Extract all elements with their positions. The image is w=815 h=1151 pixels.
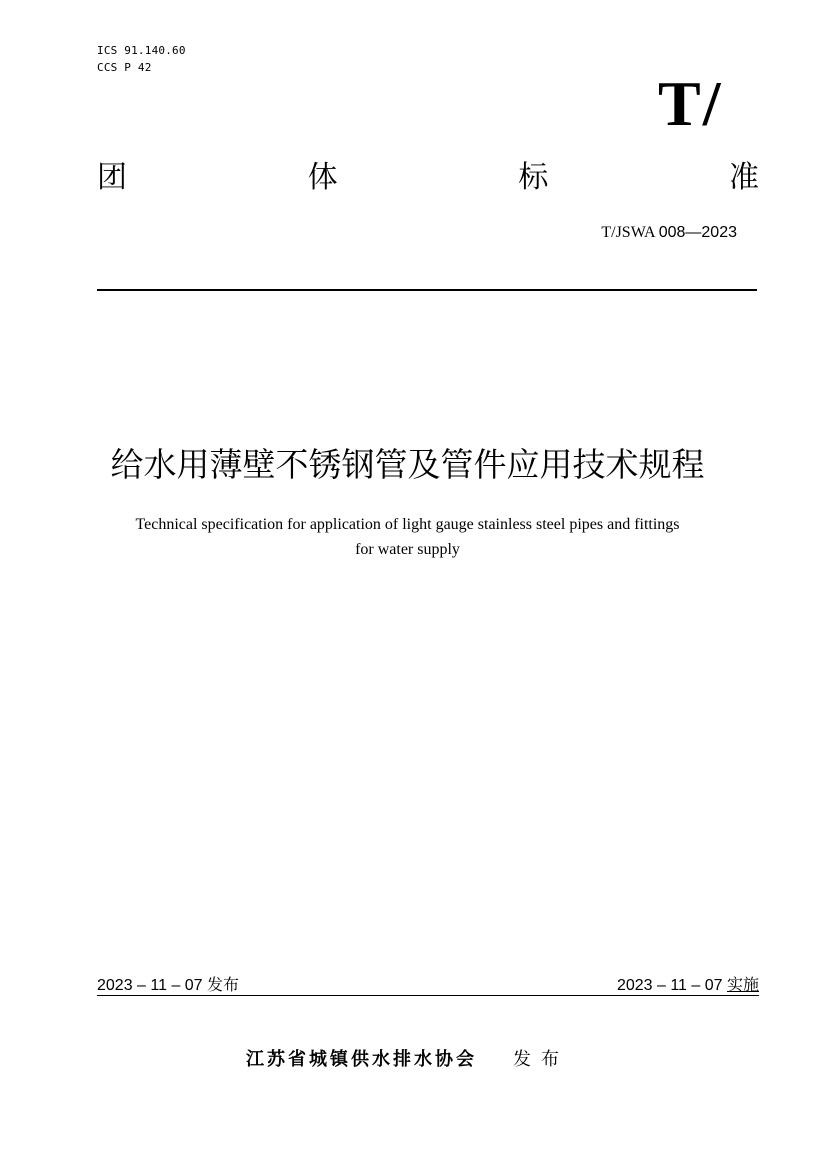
standard-type-char: 体	[307, 160, 338, 195]
classification-codes	[97, 42, 186, 76]
standard-number	[601, 222, 737, 244]
header-divider	[97, 289, 757, 291]
ics-code: ICS 91.140.60	[97, 44, 186, 57]
standard-type-char: 团	[97, 160, 127, 195]
implementation-date-value: 2023 – 11 – 07	[616, 977, 723, 994]
publisher	[0, 1046, 815, 1074]
release-date-value: 2023 – 11 – 07	[97, 977, 203, 994]
title-chinese: 给水用薄壁不锈钢管及管件应用技术规程	[110, 445, 705, 484]
ccs-code: CCS P 42	[97, 61, 152, 74]
title-english-line-2: for water supply	[355, 541, 460, 558]
standard-type-heading	[97, 158, 759, 198]
implementation-label: 实施	[726, 975, 759, 994]
release-label: 发布	[207, 975, 240, 994]
implementation-date	[617, 974, 759, 997]
footer-divider	[97, 995, 759, 996]
title-english	[40, 512, 775, 562]
standard-number-value: 008—2023	[658, 224, 737, 241]
standard-type-char: 标	[518, 160, 549, 195]
group-standard-logo: T/	[658, 68, 723, 139]
date-row	[97, 974, 759, 997]
standard-number-prefix: T/JSWA	[601, 224, 655, 241]
publisher-action: 发布	[513, 1049, 569, 1070]
publisher-organization: 江苏省城镇供水排水协会	[246, 1049, 477, 1070]
standard-type-char: 准	[728, 160, 759, 195]
release-date	[97, 974, 239, 997]
title-english-line-1: Technical specification for application of light gauge stainless steel pipes and fittings	[135, 516, 680, 533]
